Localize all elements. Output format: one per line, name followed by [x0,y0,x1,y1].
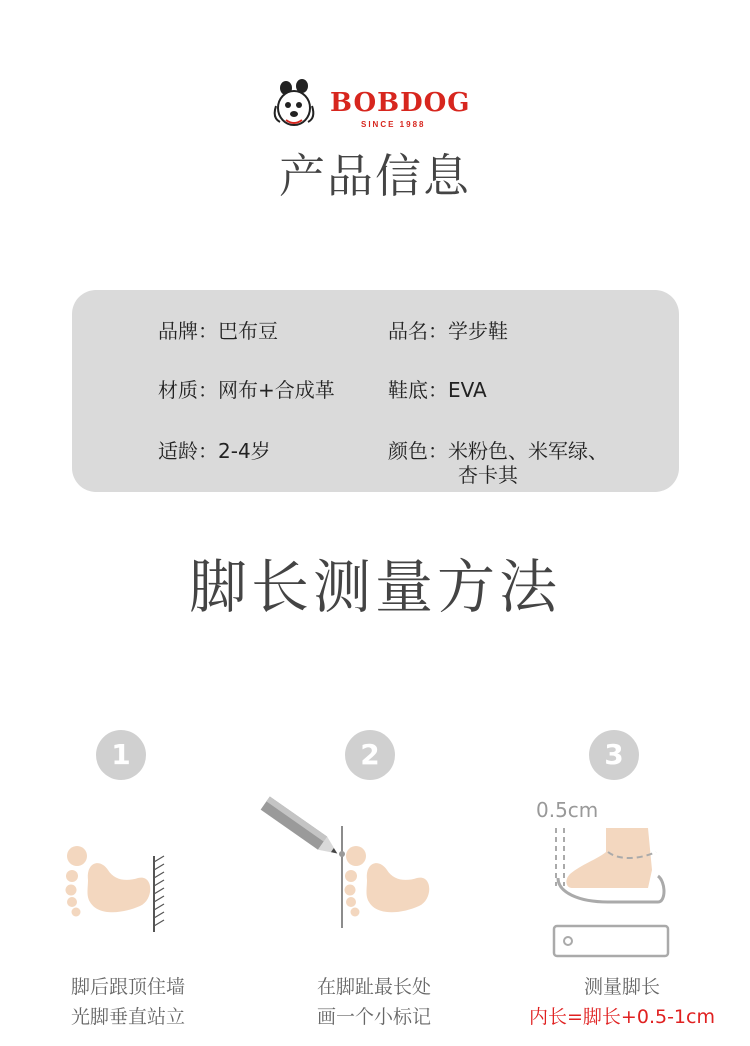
field-material [158,377,335,403]
brand-since: SINCE 1988 [361,120,426,129]
field-age [158,438,271,464]
section-title-product-info: 产品信息 [279,149,471,203]
field-label: 颜色： [388,439,448,463]
brand-name: BOBDOG [330,88,471,118]
step-number-3: 3 [589,730,639,780]
field-value-line2: 杏卡其 [458,463,518,487]
field-product-name [388,318,508,344]
field-label: 品牌： [158,319,218,343]
brand-logo [272,78,482,136]
dog-mascot-icon [272,78,328,136]
step-number-1: 1 [96,730,146,780]
field-value: EVA [448,378,487,402]
field-label: 适龄： [158,439,218,463]
step-caption-3 [522,972,722,1032]
field-label: 材质： [158,378,218,402]
caption-line: 画一个小标记 [316,1006,431,1028]
measure-annotation: 0.5cm [536,798,599,822]
caption-line: 脚后跟顶住墙 [70,976,185,998]
caption-line: 测量脚长 [583,976,660,998]
field-value: 网布+合成革 [218,378,335,402]
step-caption-2 [274,972,474,1032]
field-value: 巴布豆 [218,319,278,343]
pencil-marking-toe-icon [258,796,438,936]
foot-against-wall-icon [60,840,180,940]
step-caption-1 [28,972,228,1032]
section-title-measure: 脚长测量方法 [188,553,561,621]
shoe-insole-measure-icon [548,822,678,962]
caption-line: 光脚垂直站立 [70,1006,185,1028]
caption-line: 在脚趾最长处 [316,976,431,998]
field-value: 学步鞋 [448,319,508,343]
field-label: 鞋底： [388,378,448,402]
field-label: 品名： [388,319,448,343]
caption-formula: 内长=脚长+0.5-1cm [529,1006,715,1028]
product-info-panel [72,290,679,492]
field-sole [388,377,487,403]
field-color [388,438,608,487]
field-value: 2-4岁 [218,439,271,463]
field-value: 米粉色、米军绿、 [448,439,608,463]
step-number-2: 2 [345,730,395,780]
field-brand [158,318,278,344]
